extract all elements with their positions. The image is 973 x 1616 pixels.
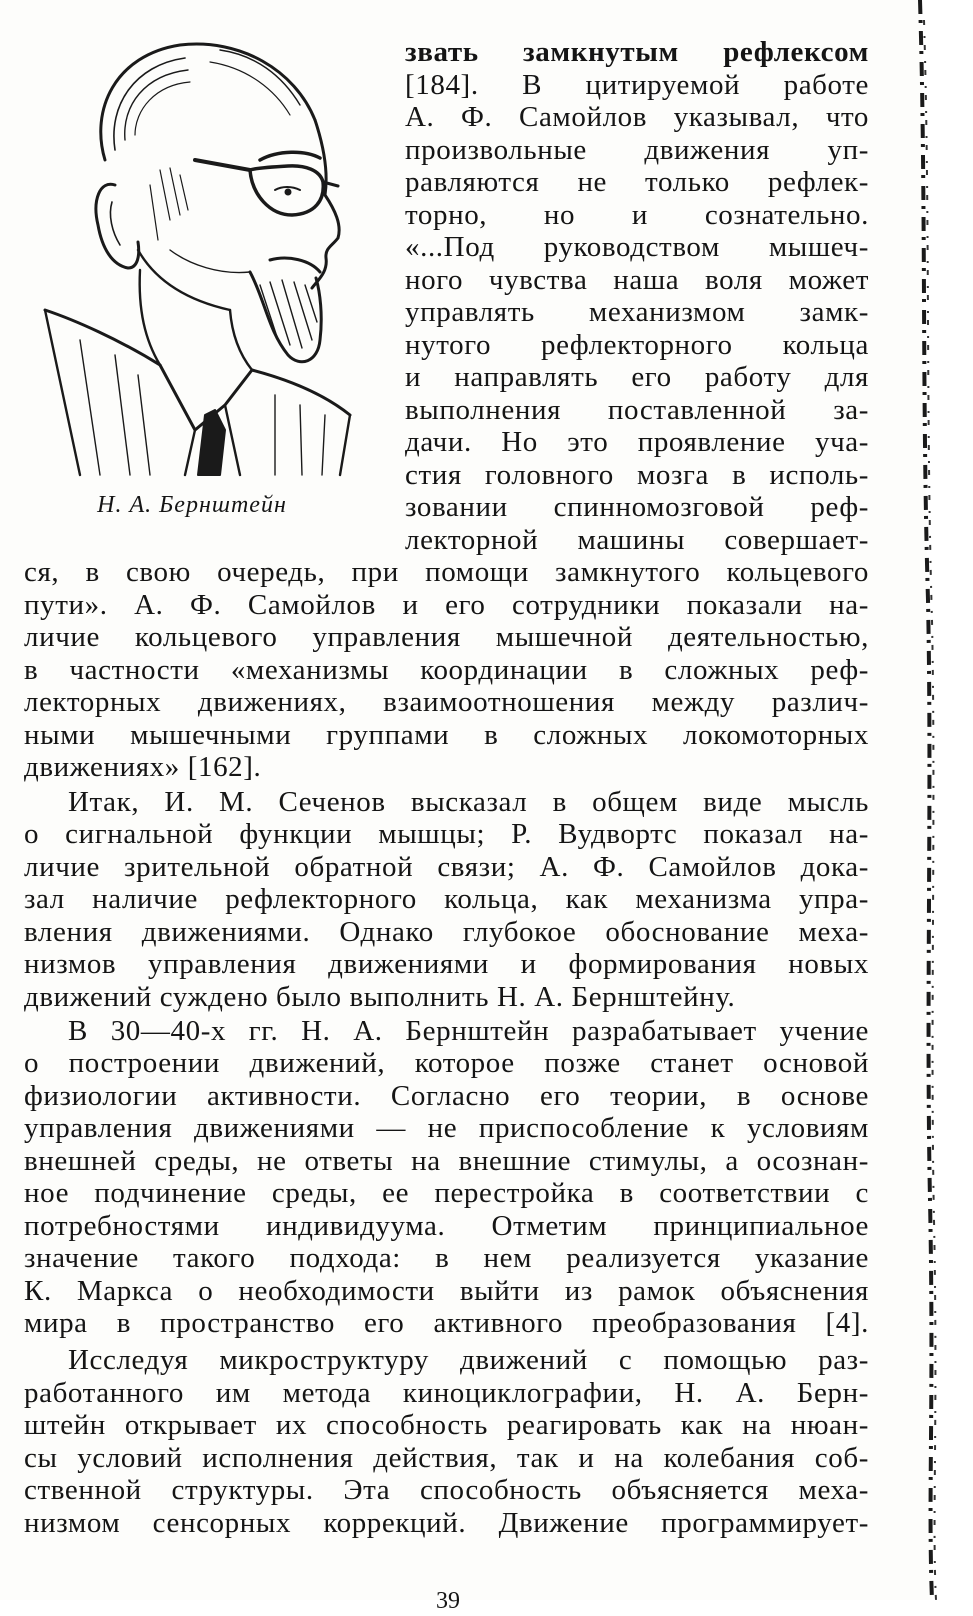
text-line: движениях» [162]. <box>24 751 262 783</box>
text-line: ся, в свою очередь, при помощи замкнутого кольцевого <box>24 556 869 588</box>
paragraph-first-line: В 30—40-х гг. Н. А. Бернштейн разрабатывает учение <box>68 1015 869 1047</box>
text-line: ного чувства наша воля может <box>405 264 869 296</box>
text-line: лекторной машины совершает- <box>405 524 869 556</box>
text-line: лекторных движениях, взаимоотношения между различ- <box>24 686 869 718</box>
text-line: личие кольцевого управления мышечной деятельностью, <box>24 621 869 653</box>
text-line: сы условий исполнения действия, так и на колебания соб- <box>24 1442 869 1474</box>
text-line: работанного им метода киноциклографии, Н. А. Берн- <box>24 1377 869 1409</box>
text-line: А. Ф. Самойлов указывал, что <box>405 101 869 133</box>
text-line: мира в пространство его активного преобразования [4]. <box>24 1307 869 1339</box>
scan-edge-shadow <box>912 0 973 1600</box>
text-line: ственной структуры. Эта способность объясняется меха- <box>24 1474 869 1506</box>
text-line: потребностями индивидуума. Отметим принципиальное <box>24 1210 869 1242</box>
text-line: «...Под руководством мышеч- <box>405 231 869 263</box>
text-line: нутого рефлекторного кольца <box>405 329 869 361</box>
text-line: низмов управления движениями и формирования новых <box>24 948 869 980</box>
text-line: о сигнальной функции мышцы; Р. Вудвортс показал на- <box>24 818 869 850</box>
text-line: управления движениями — не приспособление к условиям <box>24 1112 869 1144</box>
text-line: ными мышечными группами в сложных локомоторных <box>24 719 869 751</box>
text-line: о построении движений, которое позже станет основой <box>24 1047 869 1079</box>
text-line: и направлять его работу для <box>405 361 869 393</box>
text-line: движений суждено было выполнить Н. А. Бернштейну. <box>24 981 736 1013</box>
text-line: звать замкнутым рефлексом <box>405 36 869 68</box>
text-line: произвольные движения уп- <box>405 134 869 166</box>
text-line: управлять механизмом замк- <box>405 296 869 328</box>
text-line: физиологии активности. Согласно его теории, в основе <box>24 1080 869 1112</box>
paragraph-first-line: Исследуя микроструктуру движений с помощью раз- <box>68 1344 869 1376</box>
text-line: торно, но и сознательно. <box>405 199 869 231</box>
text-line: низмом сенсорных коррекций. Движение программирует- <box>24 1507 869 1539</box>
text-line: равляются не только рефлек- <box>405 166 869 198</box>
text-line: ное подчинение среды, ее перестройка в соответствии с <box>24 1177 869 1209</box>
text-line: в частности «механизмы координации в сложных реф- <box>24 654 869 686</box>
paragraph-first-line: Итак, И. М. Сеченов высказал в общем виде мысль <box>68 786 869 818</box>
text-line: штейн открывает их способность реагировать как на нюан- <box>24 1409 869 1441</box>
figure-caption: Н. А. Бернштейн <box>97 492 287 518</box>
text-line: внешней среды, не ответы на внешние стимулы, а осознан- <box>24 1145 869 1177</box>
text-line: зовании спинномозговой реф- <box>405 491 869 523</box>
text-line: дачи. Но это проявление уча- <box>405 426 869 458</box>
page-number: 39 <box>436 1588 460 1614</box>
text-line: стия головного мозга в исполь- <box>405 459 869 491</box>
text-line: вления движениями. Однако глубокое обоснование меха- <box>24 916 869 948</box>
text-line: зал наличие рефлекторного кольца, как механизма упра- <box>24 883 869 915</box>
portrait-illustration <box>20 10 360 480</box>
text-line: значение такого подхода: в нем реализуется указание <box>24 1242 869 1274</box>
text-line: [184]. В цитируемой работе <box>405 69 869 101</box>
text-line: пути». А. Ф. Самойлов и его сотрудники показали на- <box>24 589 869 621</box>
text-line: личие зрительной обратной связи; А. Ф. Самойлов дока- <box>24 851 869 883</box>
text-line: выполнения поставленной за- <box>405 394 869 426</box>
text-line: К. Маркса о необходимости выйти из рамок объяснения <box>24 1275 869 1307</box>
